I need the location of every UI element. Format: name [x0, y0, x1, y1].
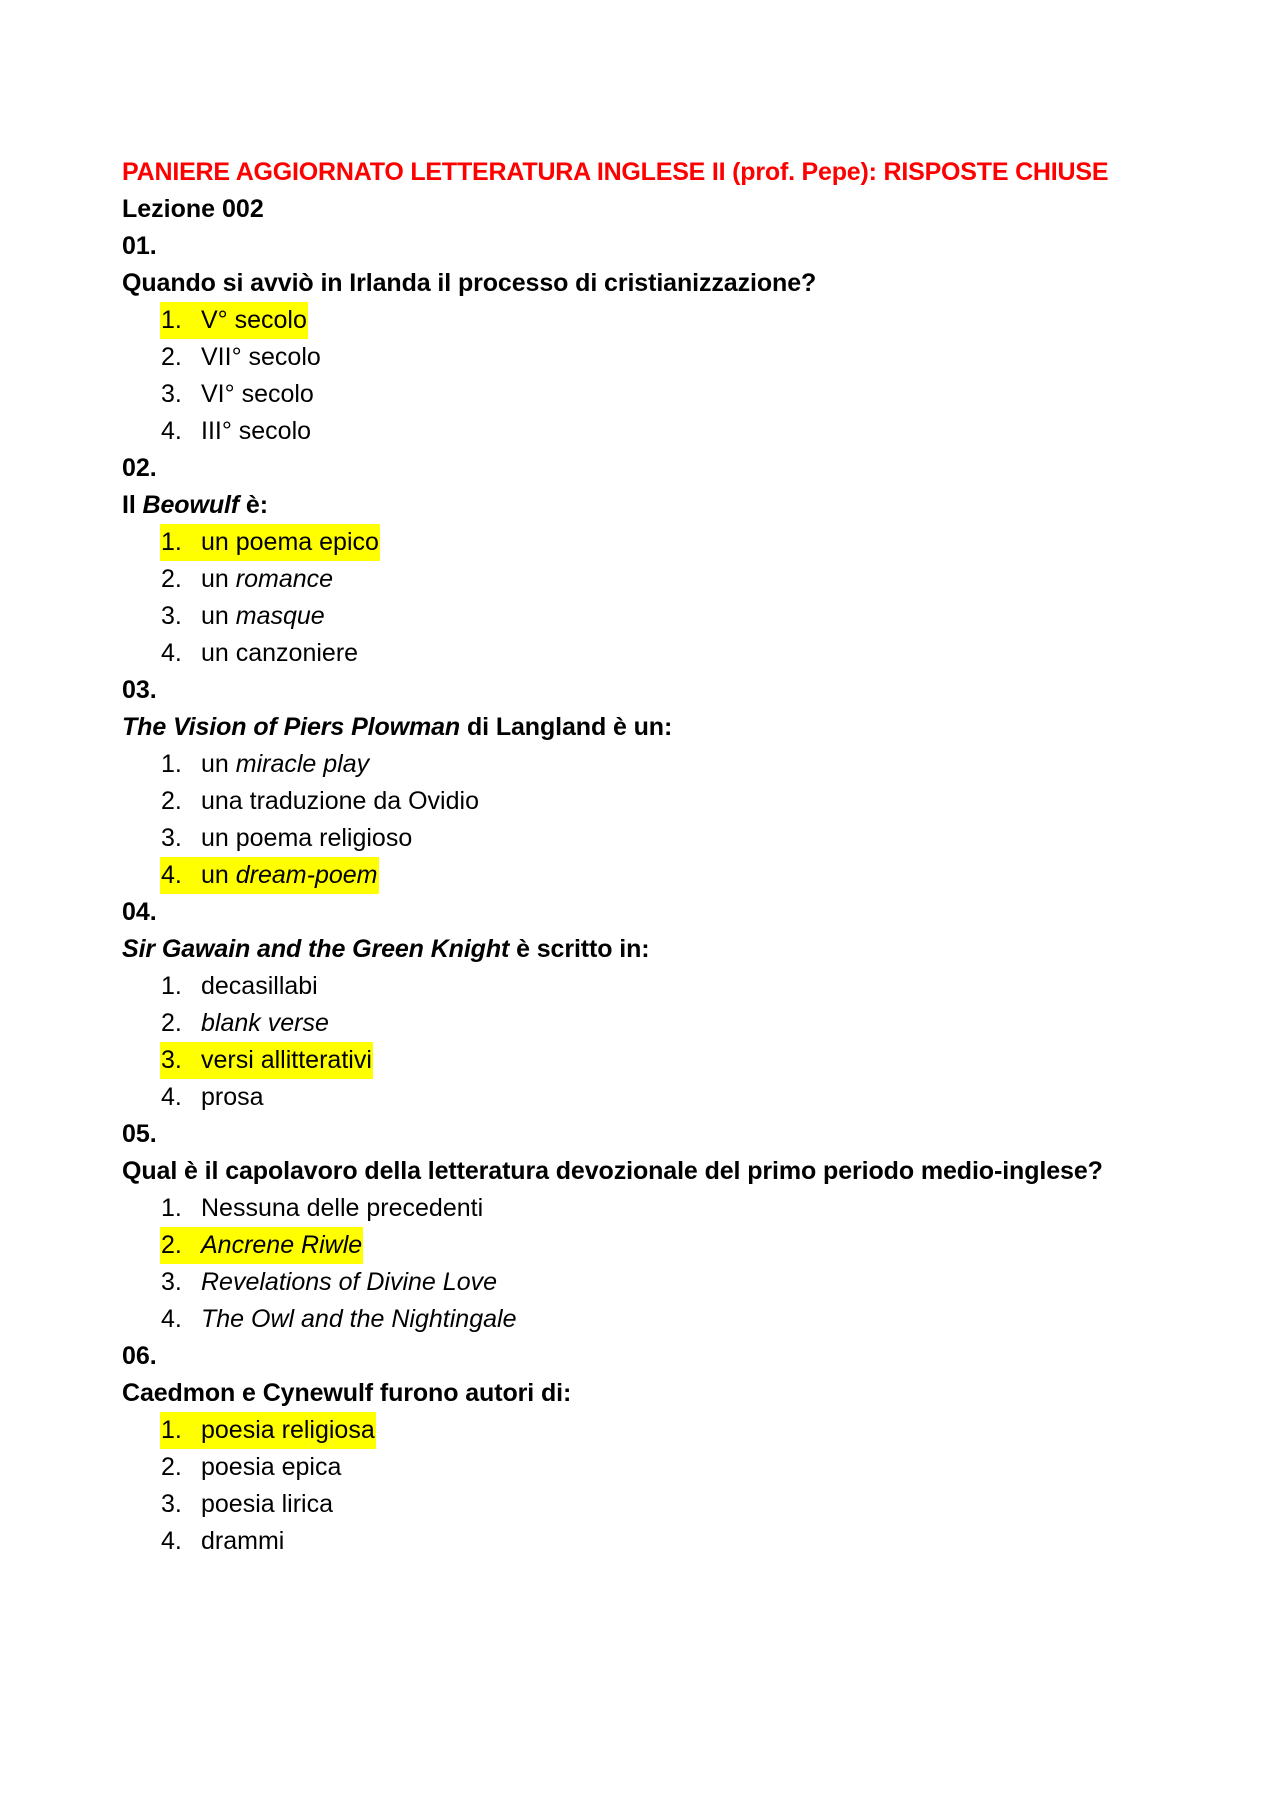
answer-options: [122, 746, 1122, 894]
answer-text: poesia epica: [201, 1453, 342, 1481]
answer-number: 4.: [161, 1527, 182, 1555]
question-text: [122, 931, 1122, 968]
answer-text: una traduzione da Ovidio: [201, 787, 479, 815]
answer-option: [160, 1301, 1122, 1338]
answer-option-content: [160, 1486, 334, 1523]
question-text-italic: Beowulf: [142, 491, 240, 519]
answer-text: un: [201, 861, 236, 889]
answer-text-italic: blank verse: [201, 1009, 329, 1037]
question-text-italic: Sir Gawain and the Green Knight: [122, 935, 510, 963]
answer-option: [160, 746, 1122, 783]
correct-answer-highlight: [160, 1227, 363, 1264]
answer-number: 3.: [161, 380, 182, 408]
correct-answer-highlight: [160, 524, 380, 561]
answer-number: 4.: [161, 861, 182, 889]
answer-option-content: [160, 820, 413, 857]
question-list: [122, 228, 1122, 1560]
answer-text-italic: masque: [235, 602, 325, 630]
answer-number: 4.: [161, 417, 182, 445]
answer-options: [122, 1190, 1122, 1338]
answer-option-content: [160, 1301, 517, 1338]
answer-number: 3.: [161, 602, 182, 630]
answer-text-italic: dream-poem: [235, 861, 378, 889]
answer-option-correct: [160, 1412, 1122, 1449]
answer-number: 1.: [161, 1416, 182, 1444]
correct-answer-highlight: [160, 1412, 376, 1449]
question-text-part: Il: [122, 491, 143, 519]
answer-option: [160, 339, 1122, 376]
question-text-part: di Langland è un:: [460, 713, 673, 741]
answer-text-italic: romance: [235, 565, 334, 593]
answer-option-correct: [160, 1042, 1122, 1079]
document-page: [122, 154, 1122, 1560]
answer-option-content: [160, 1190, 484, 1227]
answer-option-content: [160, 783, 480, 820]
question-number: 01.: [122, 232, 157, 260]
question-text-part: Qual è il capolavoro della letteratura devozionale del primo periodo medio-inglese?: [122, 1157, 1103, 1185]
answer-options: [122, 1412, 1122, 1560]
answer-number: 1.: [161, 972, 182, 1000]
correct-answer-highlight: [160, 857, 379, 894]
answer-text-italic: Ancrene Riwle: [201, 1231, 363, 1259]
answer-option-content: [160, 968, 319, 1005]
answer-option: [160, 635, 1122, 672]
answer-text: un: [201, 565, 236, 593]
answer-number: 3.: [161, 1268, 182, 1296]
answer-option-correct: [160, 857, 1122, 894]
answer-text-italic: miracle play: [235, 750, 370, 778]
answer-number: 2.: [161, 1009, 182, 1037]
answer-number: 1.: [161, 1194, 182, 1222]
question-block: [122, 672, 1122, 894]
answer-number: 1.: [161, 306, 182, 334]
answer-text: VI° secolo: [201, 380, 314, 408]
answer-option: [160, 598, 1122, 635]
answer-option-content: [160, 1005, 330, 1042]
answer-text: prosa: [201, 1083, 264, 1111]
question-text-part: è scritto in:: [509, 935, 650, 963]
answer-number: 2.: [161, 1453, 182, 1481]
answer-option: [160, 1523, 1122, 1560]
answer-option-correct: [160, 302, 1122, 339]
correct-answer-highlight: [160, 1042, 373, 1079]
answer-option-content: [160, 1079, 265, 1116]
answer-text-italic: The Owl and the Nightingale: [201, 1305, 517, 1333]
lesson-heading: Lezione 002: [122, 195, 264, 223]
question-text-part: Quando si avviò in Irlanda il processo di cristianizzazione?: [122, 269, 817, 297]
answer-text: VII° secolo: [201, 343, 321, 371]
answer-option-content: [160, 1523, 285, 1560]
answer-number: 1.: [161, 750, 182, 778]
answer-option: [160, 1486, 1122, 1523]
answer-option-content: [160, 376, 315, 413]
answer-option-content: [160, 746, 370, 783]
answer-text-italic: Revelations of Divine Love: [201, 1268, 497, 1296]
correct-answer-highlight: [160, 302, 308, 339]
answer-option: [160, 1190, 1122, 1227]
answer-option-correct: [160, 1227, 1122, 1264]
answer-option: [160, 783, 1122, 820]
answer-number: 1.: [161, 528, 182, 556]
question-block: [122, 228, 1122, 450]
question-block: [122, 1116, 1122, 1338]
answer-text: drammi: [201, 1527, 285, 1555]
answer-number: 4.: [161, 639, 182, 667]
question-text: [122, 1153, 1122, 1190]
answer-option: [160, 1264, 1122, 1301]
question-text-italic: The Vision of Piers Plowman: [122, 713, 461, 741]
answer-number: 2.: [161, 787, 182, 815]
answer-option: [160, 820, 1122, 857]
answer-text: un: [201, 602, 236, 630]
answer-option-content: [160, 1449, 342, 1486]
answer-text: un poema epico: [201, 528, 379, 556]
answer-option-content: [160, 635, 359, 672]
answer-text: poesia religiosa: [201, 1416, 375, 1444]
answer-number: 4.: [161, 1305, 182, 1333]
answer-number: 2.: [161, 565, 182, 593]
answer-option-content: [160, 1264, 498, 1301]
question-text: [122, 487, 1122, 524]
answer-option-content: [160, 561, 334, 598]
answer-option-content: [160, 598, 326, 635]
answer-option-correct: [160, 524, 1122, 561]
answer-number: 3.: [161, 824, 182, 852]
answer-number: 2.: [161, 1231, 182, 1259]
answer-text: poesia lirica: [201, 1490, 334, 1518]
answer-text: III° secolo: [201, 417, 312, 445]
answer-text: decasillabi: [201, 972, 318, 1000]
question-number: 02.: [122, 454, 157, 482]
question-block: [122, 450, 1122, 672]
question-number: 03.: [122, 676, 157, 704]
answer-option: [160, 968, 1122, 1005]
question-text-part: Caedmon e Cynewulf furono autori di:: [122, 1379, 572, 1407]
answer-options: [122, 302, 1122, 450]
answer-option: [160, 413, 1122, 450]
question-text: [122, 1375, 1122, 1412]
answer-options: [122, 524, 1122, 672]
answer-option-content: [160, 339, 322, 376]
question-number: 06.: [122, 1342, 157, 1370]
answer-text: versi allitterativi: [201, 1046, 372, 1074]
answer-text: un poema religioso: [201, 824, 413, 852]
question-block: [122, 894, 1122, 1116]
answer-option: [160, 1079, 1122, 1116]
answer-text: un: [201, 750, 236, 778]
answer-option: [160, 1449, 1122, 1486]
question-text: [122, 265, 1122, 302]
answer-option: [160, 1005, 1122, 1042]
document-title: PANIERE AGGIORNATO LETTERATURA INGLESE II (prof. Pepe): RISPOSTE CHIUSE: [122, 158, 1109, 186]
answer-number: 2.: [161, 343, 182, 371]
answer-number: 3.: [161, 1046, 182, 1074]
answer-text: un canzoniere: [201, 639, 359, 667]
answer-option-content: [160, 413, 312, 450]
question-number: 05.: [122, 1120, 157, 1148]
answer-options: [122, 968, 1122, 1116]
question-number: 04.: [122, 898, 157, 926]
answer-number: 3.: [161, 1490, 182, 1518]
question-text: [122, 709, 1122, 746]
question-text-part: è:: [239, 491, 268, 519]
answer-text: Nessuna delle precedenti: [201, 1194, 484, 1222]
question-block: [122, 1338, 1122, 1560]
answer-option: [160, 376, 1122, 413]
answer-text: V° secolo: [201, 306, 307, 334]
answer-option: [160, 561, 1122, 598]
answer-number: 4.: [161, 1083, 182, 1111]
